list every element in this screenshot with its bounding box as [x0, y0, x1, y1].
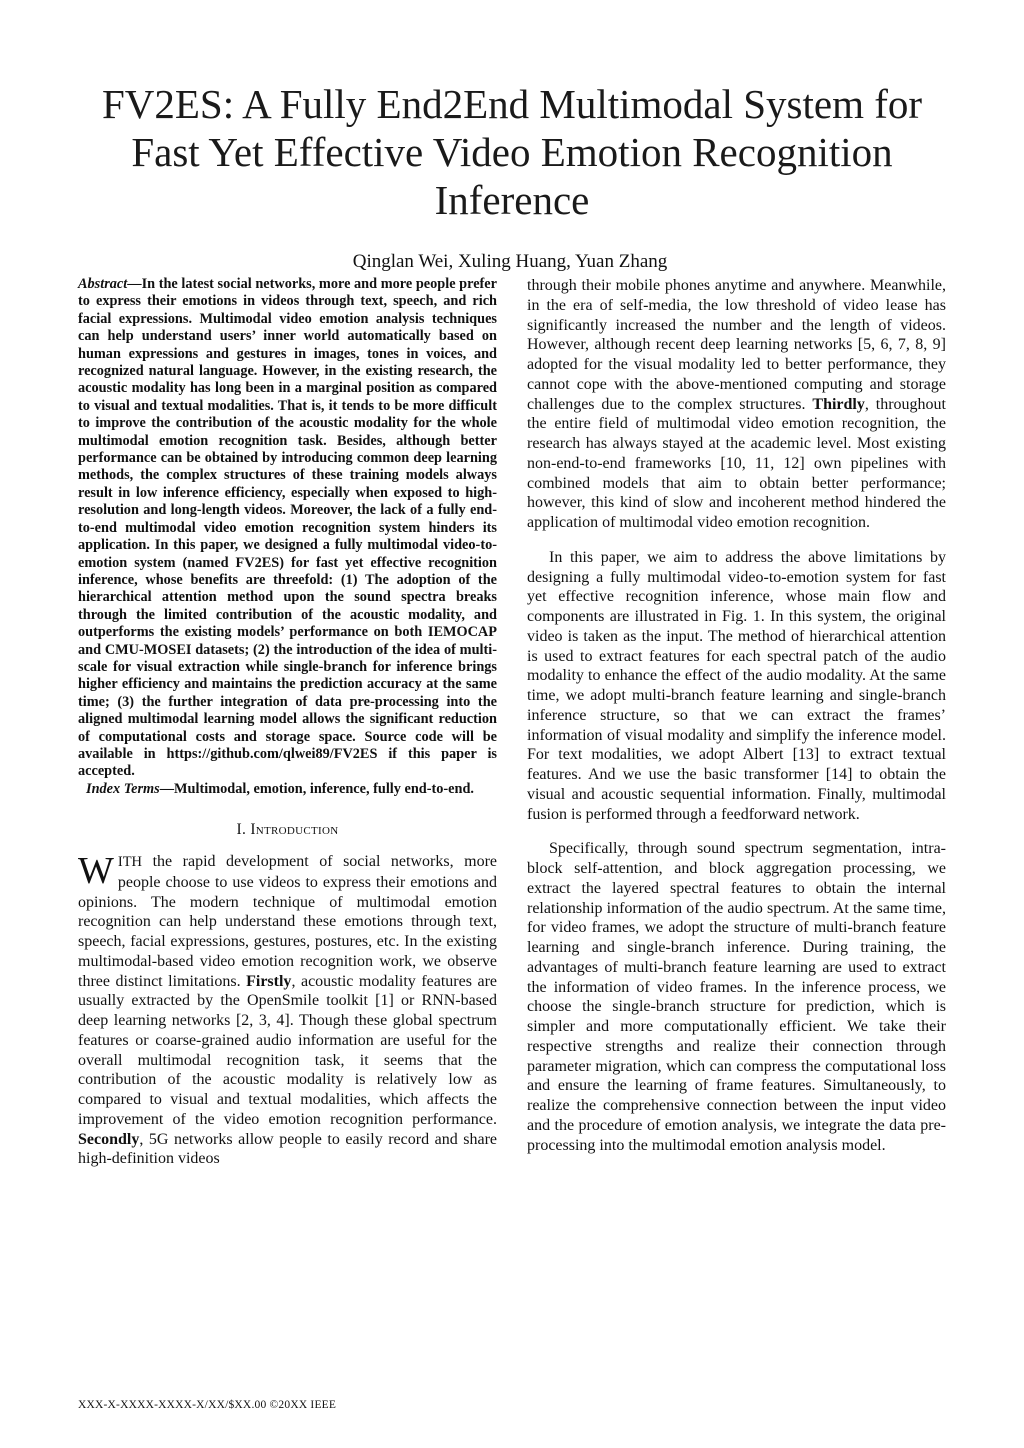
title-line-1: FV2ES: A Fully End2End Multimodal System for [101, 81, 923, 127]
intro-paragraph-1 [78, 852, 497, 1169]
intro-text-a: the rapid development of social networks, more people choose to use videos to express their emotions and opinions. The modern technique of multimodal emotion recognition can help understand these emotions through text, speech, facial expressions, gestures, postures, etc. In the existing multimodal-based video emotion recognition work, we observe three distinct limitations. [78, 853, 497, 990]
thirdly-emphasis: Thirdly [812, 395, 865, 413]
abstract-label: Abstract [78, 276, 128, 292]
section-heading-introduction [78, 820, 497, 840]
continued-text-b: , throughout the entire field of multimodal video emotion recognition, the research has always stayed at the academic level. Most existing non-end-to-end frameworks [10, 11, 12] own pipelines with combined models that aim to obtain better performance; however, this kind of slow and incoherent method hindered the application of multimodal video emotion recognition. [527, 395, 947, 531]
abstract [78, 276, 497, 781]
left-column [78, 276, 497, 1169]
secondly-emphasis: Secondly [78, 1130, 140, 1148]
copyright-footer: XXX-X-XXXX-XXXX-X/XX/$XX.00 ©20XX IEEE [78, 1399, 337, 1411]
section-number: I. [236, 821, 247, 839]
section-title: Introduction [250, 821, 339, 839]
abstract-text: —In the latest social networks, more and more people prefer to express their emotions in videos through text, speech, and rich facial expressions. Multimodal video emotion analysis techniques can help understand users’ inner world automatically based on human expressions and gestures in images, tones in voices, and recognized natural language. However, in the existing research, the acoustic modality has long been in a marginal position as compared to visual and textual modalities. That is, it tends to be more difficult to improve the contribution of the acoustic modality for the whole multimodal emotion recognition task. Besides, although better performance can be obtained by introducing common deep learning methods, the complex structures of these training models always result in low inference efficiency, especially when exposed to high-resolution and long-length videos. Moreover, the lack of a fully end-to-end multimodal video emotion recognition system hinders its application. In this paper, we designed a fully multimodal video-to-emotion system (named FV2ES) for fast yet effective recognition inference, whose benefits are threefold: (1) The adoption of the hierarchical attention method upon the sound spectra breaks through the limited contribution of the acoustic modality, and outperforms the existing models’ performance on both IEMOCAP and CMU-MOSEI datasets; (2) the introduction of the idea of multi-scale for visual extraction while single-branch for inference brings higher efficiency and maintains the prediction accuracy at the same time; (3) the further integration of data pre-processing into the aligned multimodal learning model allows the significant reduction of computational costs and storage space. Source code will be available in https://github.com/qlwei89/FV2ES if this paper is accepted. [78, 276, 497, 780]
drop-cap: W [78, 850, 114, 893]
opening-caps: ITH [117, 854, 143, 871]
author-list: Qinglan Wei, Xuling Huang, Yuan Zhang [352, 251, 668, 272]
index-terms-text: —Multimodal, emotion, inference, fully end-to-end. [159, 780, 474, 797]
title-line-2: Fast Yet Effective Video Emotion Recognition [131, 129, 893, 175]
paper-title [60, 80, 964, 224]
index-terms [78, 781, 497, 798]
intro-paragraph-3: Specifically, through sound spectrum segmentation, intra-block self-attention, and block aggregation processing, we extract the layered spectral features to obtain the internal relationship information of the audio spectrum. At the same time, for video frames, we adopt the structure of multi-branch feature learning and single-branch inference. During training, the advantages of multi-branch feature learning are used to extract the information of video frames. In the inference process, we choose the single-branch structure for prediction, which is simpler and more computationally efficient. We take their respective strengths and realize their connection through parameter migration, which can compress the computational loss and ensure the learning of frame features. Simultaneously, to realize the comprehensive connection between the input video and the procedure of emotion analysis, we integrate the data pre-processing into the multimodal emotion analysis model. [527, 840, 946, 1154]
firstly-emphasis: Firstly [246, 972, 292, 990]
intro-paragraph-1-continued [527, 276, 946, 533]
index-terms-label: Index Terms [86, 780, 160, 797]
title-line-3: Inference [434, 177, 590, 223]
right-column [527, 276, 946, 1155]
intro-text-b: , acoustic modality features are usually extracted by the OpenSmile toolkit [1] or RNN-based deep learning networks [2, 3, 4]. Though these global spectrum features or coarse-grained audio information are useful for the overall multimodal recognition task, it seems that the contribution of the acoustic modality is relatively low as compared to visual and textual modalities, which affects the improvement of the video emotion recognition performance. [78, 972, 498, 1128]
continued-text-a: through their mobile phones anytime and anywhere. Meanwhile, in the era of self-media, the low threshold of video lease has significantly increased the number and the length of videos. However, although recent deep learning networks [5, 6, 7, 8, 9] adopted for the visual modality led to better performance, they cannot cope with the above-mentioned computing and storage challenges due to the complex structures. [527, 277, 946, 413]
intro-paragraph-2: In this paper, we aim to address the above limitations by designing a fully multimodal video-to-emotion system for fast yet effective recognition inference, whose main flow and components are illustrated in Fig. 1. In this system, the original video is taken as the input. The method of hierarchical attention is used to extract features for each spectral patch of the audio modality to enhance the effect of the audio modality. At the same time, we adopt multi-branch feature learning and single-branch inference structure, so that we can extract the frames’ information of visual modality and simplify the inference model. For text modalities, we adopt Albert [13] to extract textual features. And we use the basic transformer [14] to obtain the visual and acoustic sequential information. Finally, multimodal fusion is performed through a feedforward network. [527, 548, 946, 823]
intro-text-c: , 5G networks allow people to easily record and share high-definition videos [78, 1130, 497, 1168]
